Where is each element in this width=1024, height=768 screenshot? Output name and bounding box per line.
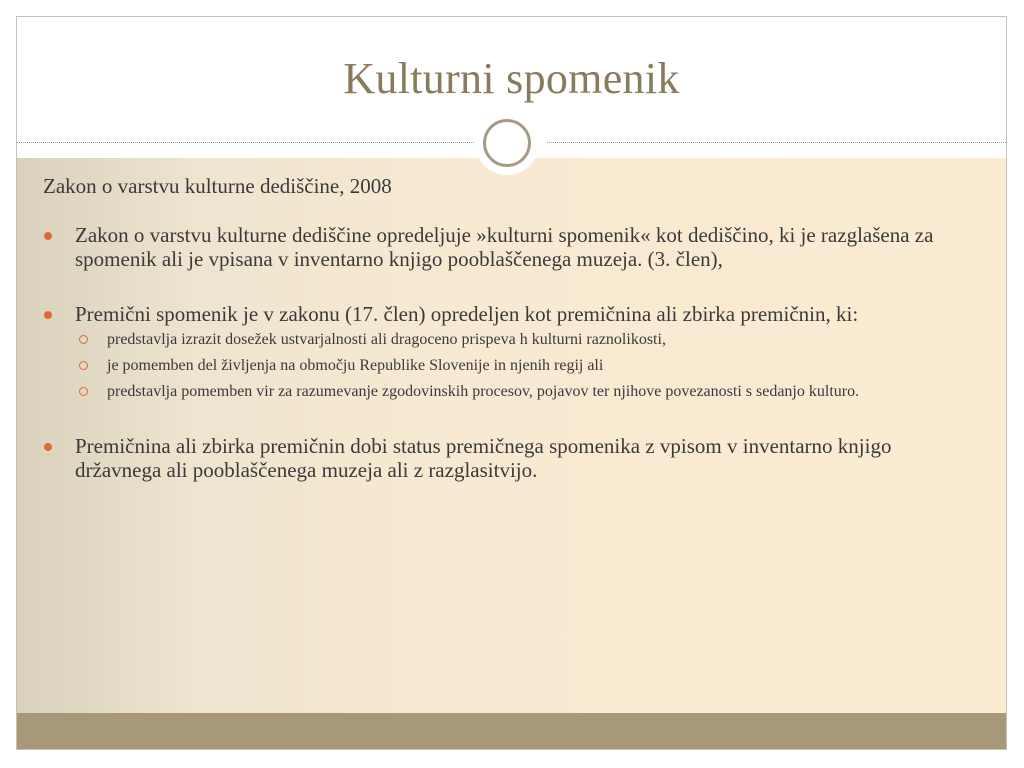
bullet-icon [44,232,52,240]
subbullet-item [75,382,963,402]
bullet-icon [44,311,52,319]
subbullet-icon [79,335,88,344]
subbullet-icon [79,361,88,370]
subbullet-icon [79,387,88,396]
title-divider-right [547,142,1007,143]
slide-body [43,172,963,482]
slide [16,16,1007,750]
divider-ring-icon [475,111,539,175]
divider-inner-ring [483,119,531,167]
title-divider-left [17,142,474,143]
subbullet-text: je pomemben del življenja na območju Republike Slovenije in njenih regij ali [107,357,604,374]
bullet-item [43,223,963,271]
footer-band [17,713,1006,749]
subbullet-text: predstavlja pomemben vir za razumevanje zgodovinskih procesov, pojavov ter njihove povezanosti s sedanjo kulturo. [107,383,860,400]
subbullet-item [75,330,963,350]
slide-title: Kulturni spomenik [343,54,680,103]
bullet-text: Premični spomenik je v zakonu (17. člen) opredeljen kot premičnina ali zbirka premičnin, ki: [75,302,859,326]
subbullet-text: predstavlja izrazit dosežek ustvarjalnosti ali dragoceno prispeva h kulturni raznolikosti, [107,331,666,348]
subbullet-list [75,330,963,402]
intro-text: Zakon o varstvu kulturne dediščine, 2008 [43,174,392,198]
subbullet-item [75,356,963,376]
bullet-text: Zakon o varstvu kulturne dediščine opredeljuje »kulturni spomenik« kot dediščino, ki je razglašena za spomenik ali je vpisana v inventarno knjigo pooblaščenega muzeja. (3. člen), [75,223,934,271]
bullet-item [43,302,963,326]
bullet-icon [44,443,52,451]
bullet-item [43,434,963,482]
bullet-text: Premičnina ali zbirka premičnin dobi status premičnega spomenika z vpisom v inventarno knjigo državnega ali pooblaščenega muzeja ali z razglasitvijo. [75,434,892,482]
